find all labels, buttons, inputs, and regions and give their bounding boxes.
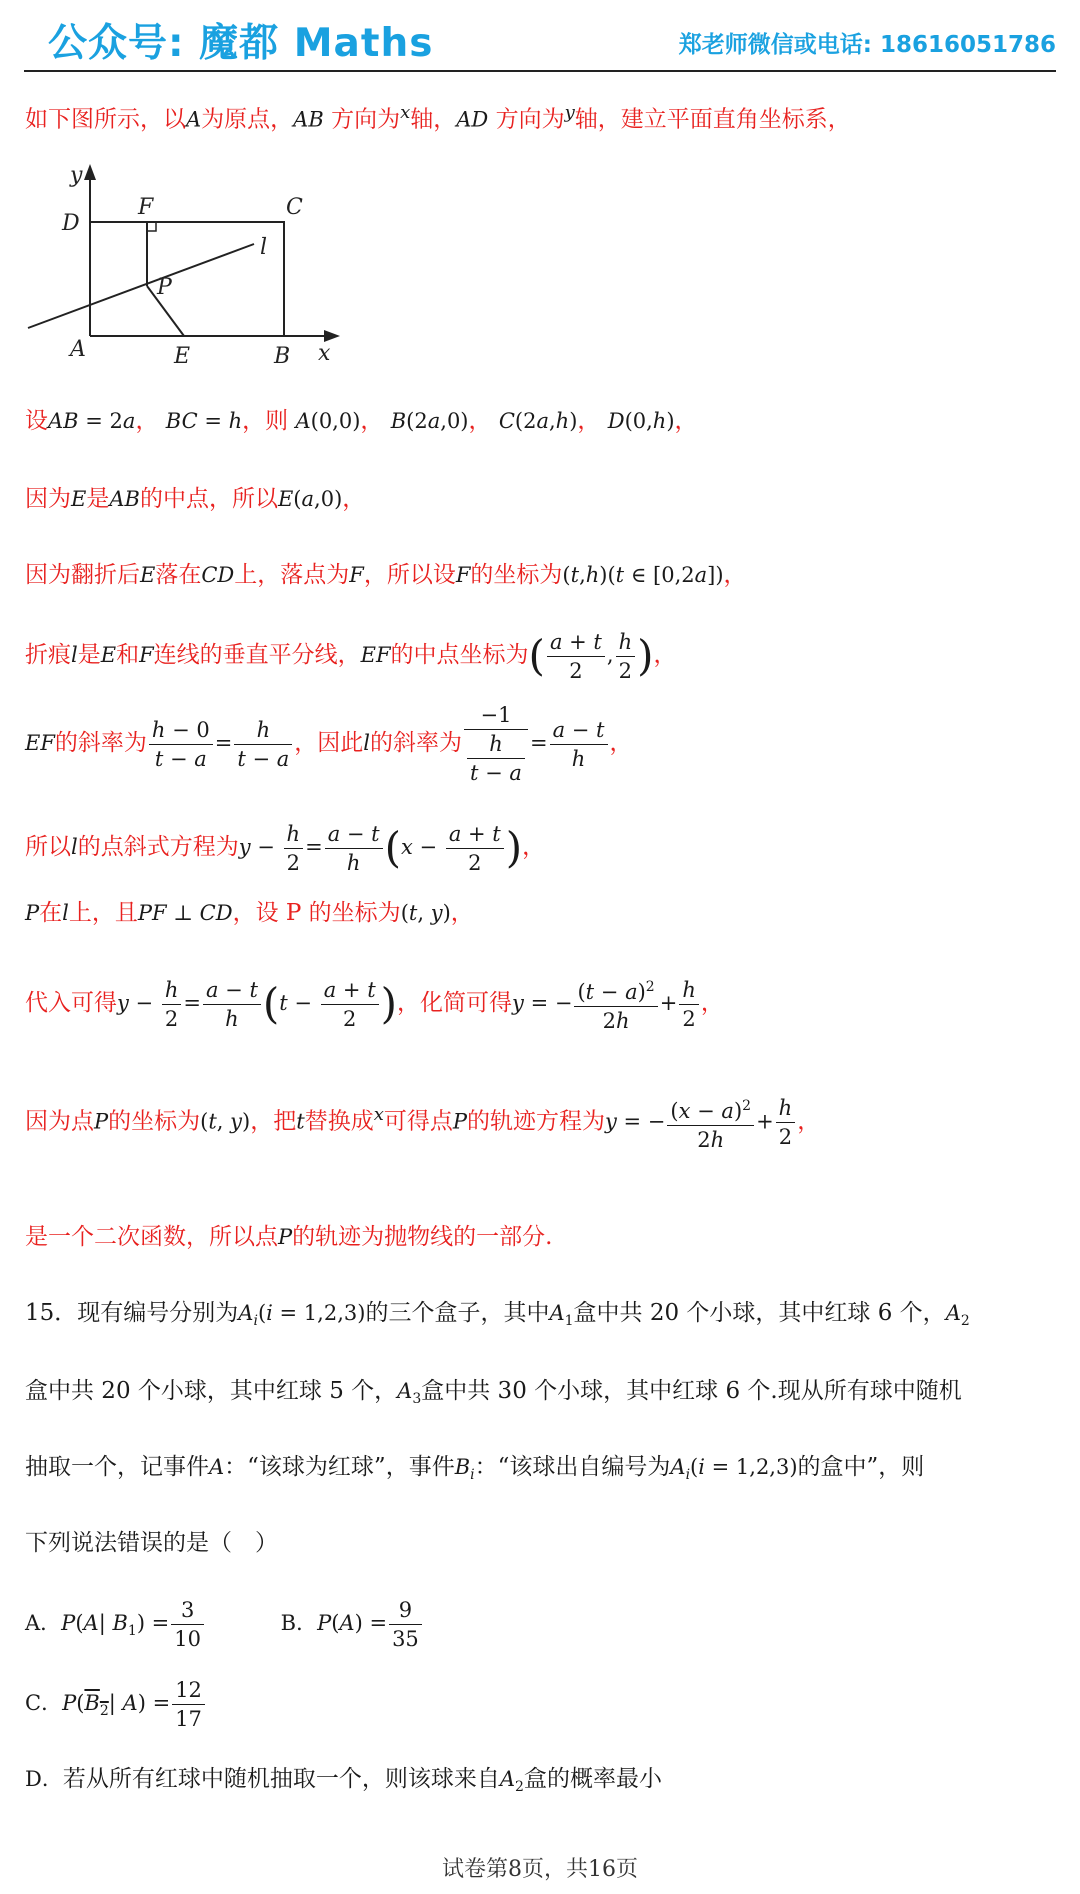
label-y: y — [70, 163, 83, 188]
text: 上，且 — [68, 900, 138, 926]
text: 的三个盒子，其中 — [365, 1300, 550, 1326]
q15-line-4 — [25, 1528, 278, 1558]
fraction: $\frac{h}{2}$ — [616, 628, 636, 685]
text: ，则 — [242, 408, 289, 434]
text: 的点斜式方程为 — [77, 834, 239, 860]
math: a — [301, 487, 315, 511]
fraction: $\frac{12}{17}$ — [172, 1676, 205, 1733]
math: ( — [331, 1611, 340, 1635]
math: h — [555, 409, 570, 433]
crease-line: 折痕l是E和F连线的垂直平分线，EF的中点坐标为( $\frac{a + t}{2}$ , $\frac{h}{2}$ )， — [25, 629, 677, 683]
math: y — [512, 991, 524, 1015]
math: + — [659, 991, 678, 1015]
fraction: $\frac{a + t}{2}$ — [547, 628, 605, 685]
math: x — [373, 1104, 384, 1125]
text: 设 — [25, 408, 48, 434]
text: ，设 P 的坐标为 — [232, 900, 401, 926]
text: 是 — [86, 486, 110, 512]
text: 代入可得 — [25, 990, 117, 1016]
math-AB: AB — [293, 107, 324, 132]
math: ) = — [354, 1611, 388, 1635]
math: CD — [199, 901, 233, 925]
math: $A_i$ — [670, 1455, 691, 1484]
fraction: $\frac{a + t}{2}$ — [321, 976, 379, 1033]
text: 下列说法错误的是（ ） — [25, 1530, 278, 1556]
math: $A_i$ — [238, 1301, 258, 1330]
option-a-label: A． — [25, 1611, 62, 1635]
math: − — [250, 835, 282, 859]
fold-line: 因为翻折后E落在CD上，落点为F，所以设F的坐标为(t,h)(t ∈ [0,2a])， — [25, 562, 747, 588]
text: 可得点 — [383, 1108, 453, 1135]
math: A — [295, 409, 311, 433]
options-ab — [25, 1588, 424, 1666]
math: t — [615, 563, 625, 587]
paren: ) — [380, 979, 398, 1028]
math: ⊥ — [166, 901, 200, 925]
text: 15．现有编号分别为 — [25, 1300, 239, 1326]
math: ]) — [707, 563, 724, 587]
text: 是一个二次函数，所以点 — [25, 1224, 278, 1250]
text: 因为点 — [25, 1108, 94, 1135]
math: P — [61, 1611, 76, 1635]
math: E — [140, 563, 156, 587]
math: ( — [562, 563, 571, 587]
trajectory-line: 因为点P的坐标为(t, y)，把t替换成$^x$可得点P的轨迹方程为y = − $\frac{(x - a)^2}{2h}$ + $\frac{h}{2}$ ， — [25, 1078, 820, 1159]
math: $A_2$ — [945, 1301, 970, 1330]
text: 因为翻折后 — [25, 562, 140, 588]
math: ( — [293, 487, 302, 511]
text: 的坐标为 — [108, 1108, 201, 1135]
math: AB — [109, 487, 140, 511]
option-c[interactable] — [25, 1668, 207, 1746]
math: $A_1$ — [549, 1301, 574, 1330]
math: A — [122, 1691, 138, 1715]
label-l: l — [260, 235, 268, 260]
text: 连线的垂直平分线， — [153, 642, 361, 668]
substitute-line: 代入可得y − $\frac{h}{2}$ = $\frac{a - t}{h}$ (t − $\frac{a + t}{2}$ )，化简可得y = − $\frac{(t - a)^2}{2h}$ + $\frac{h}{2}$ ， — [25, 966, 724, 1041]
fraction: $\frac{h}{t - a}$ — [234, 716, 292, 773]
q15-line-1 — [25, 1298, 970, 1336]
fraction: $\frac{a + t}{2}$ — [446, 820, 504, 877]
option-d[interactable] — [25, 1764, 662, 1802]
fraction: $\frac{a - t}{h}$ — [550, 716, 608, 773]
math: = — [529, 731, 548, 755]
math: $A_2$ — [499, 1767, 524, 1796]
math: a — [694, 563, 708, 587]
math: (2 — [514, 409, 537, 433]
math: l — [363, 731, 371, 755]
text: 的斜率为 — [370, 730, 463, 756]
math: ( — [690, 1455, 699, 1479]
math: C — [498, 409, 515, 433]
fraction: $\frac{h}{2}$ — [776, 1094, 796, 1151]
math-y: y — [564, 102, 575, 123]
math: ) — [666, 409, 675, 433]
label-E: E — [174, 344, 191, 369]
fraction: $\frac{9}{35}$ — [389, 1596, 422, 1653]
label-F: F — [138, 195, 154, 220]
math: P — [278, 1225, 293, 1249]
text: ：“该球出自编号为 — [474, 1454, 671, 1480]
option-a[interactable] — [25, 1597, 213, 1651]
option-c-label: C． — [25, 1691, 63, 1715]
label-x: x — [318, 341, 331, 366]
math: l — [71, 835, 78, 859]
header-contact: 郑老师微信或电话: 18616051786 — [678, 32, 1056, 58]
text: 的中点坐标为 — [390, 642, 529, 668]
math: − — [287, 991, 319, 1015]
math: PF — [137, 901, 167, 925]
math: l — [62, 901, 69, 925]
math: t — [570, 563, 580, 587]
fraction: $\frac{(x - a)^2}{2h}$ — [667, 1092, 754, 1154]
math: ,0) — [314, 487, 343, 511]
text: 抽取一个，记事件 — [25, 1454, 209, 1480]
text: 轴， — [410, 106, 457, 133]
math: | — [108, 1691, 123, 1715]
math: = − — [616, 1109, 666, 1134]
header-title: 公众号: 魔都 Maths — [48, 21, 434, 66]
text: ，所以设 — [363, 562, 456, 588]
math: EF — [25, 731, 55, 755]
math: , — [216, 1109, 231, 1134]
text: 轴，建立平面直角坐标系， — [574, 106, 851, 133]
math: $B_2$ — [84, 1691, 109, 1720]
text: 所以 — [25, 834, 71, 860]
math: P — [62, 1691, 77, 1715]
paren: ( — [262, 979, 280, 1028]
fraction: $\frac{h - 0}{t - a}$ — [149, 716, 213, 773]
math: y — [430, 901, 443, 925]
y-arrow-icon — [84, 164, 96, 180]
math: t — [279, 991, 288, 1015]
math: AB — [48, 409, 79, 433]
coordinate-figure — [22, 160, 342, 370]
q15-line-2 — [25, 1376, 962, 1414]
page-footer: 试卷第8页，共16页 — [442, 1857, 638, 1882]
math: (0,0) — [310, 409, 361, 433]
label-A: A — [70, 337, 86, 362]
math: P — [25, 901, 40, 925]
fraction: $\frac{a - t}{h}$ — [203, 976, 261, 1033]
math: A — [209, 1455, 225, 1479]
text: 盒中共 30 个小球，其中红球 6 个.现从所有球中随机 — [421, 1378, 962, 1404]
fraction: $\frac{(t - a)^2}{2h}$ — [574, 973, 657, 1035]
fraction: $\frac{3}{10}$ — [171, 1596, 204, 1653]
text: ：“该球为红球”，事件 — [224, 1454, 455, 1480]
math: , — [417, 901, 431, 925]
math: ) — [242, 1109, 251, 1134]
set-coords-line: 设AB = 2a， BC = h，则 A(0,0)， B(2a,0)， C(2a,h)， D(0,h)， — [25, 408, 698, 434]
math: a — [427, 409, 441, 433]
label-P: P — [157, 275, 172, 300]
math: A — [83, 1611, 99, 1635]
math: = 2 — [78, 409, 123, 433]
q15-line-3 — [25, 1452, 924, 1490]
math: ( — [200, 1109, 209, 1134]
text: 是 — [77, 642, 101, 668]
math: , — [579, 563, 586, 587]
math: ) = — [137, 1691, 171, 1715]
math: t — [408, 901, 418, 925]
fraction: $\frac{a - t}{h}$ — [325, 820, 383, 877]
math: ∈ [0,2 — [624, 563, 695, 587]
math: CD — [201, 563, 235, 587]
fraction: $\frac{h}{2}$ — [284, 820, 304, 877]
text: 盒的概率最小 — [523, 1766, 662, 1792]
math-x: x — [400, 102, 411, 123]
text: 上，落点为 — [234, 562, 350, 588]
text: 折痕 — [25, 642, 71, 668]
fraction: $\frac{h}{2}$ — [679, 976, 699, 1033]
math: F — [455, 563, 471, 587]
math: a — [122, 409, 136, 433]
text: ，因此 — [294, 730, 364, 756]
math: A — [339, 1611, 355, 1635]
paren: ( — [384, 823, 402, 872]
math: $B_i$ — [454, 1455, 475, 1484]
math: BC — [165, 409, 198, 433]
math: P — [317, 1611, 332, 1635]
math: = 1,2,3) — [272, 1301, 366, 1325]
math: y — [238, 835, 251, 859]
math: i — [698, 1455, 705, 1479]
right-angle-mark — [147, 222, 156, 231]
fraction: $\frac{-1}{\frac{h}{t - a}}$ — [464, 701, 528, 787]
slope-line: EF的斜率为 $\frac{h - 0}{t - a}$ = $\frac{h}{t - a}$ ，因此l的斜率为 $\frac{-1}{\frac{h}{t - a}}$ = $\frac{a - t}{h}$ ， — [25, 703, 633, 785]
math: $A_3$ — [397, 1379, 422, 1408]
intro-line — [25, 98, 851, 135]
math: , — [548, 409, 556, 433]
math: y — [117, 991, 129, 1015]
math: y — [230, 1109, 243, 1134]
math: F — [349, 563, 364, 587]
p-on-l-line: P在l上，且PF ⊥ CD，设 P 的坐标为(t, y)， — [25, 900, 474, 926]
math: E — [100, 643, 117, 667]
text: 如下图所示，以 — [25, 106, 186, 133]
text: 因为 — [25, 486, 71, 512]
text: ，化简可得 — [397, 990, 513, 1016]
line-l — [28, 244, 254, 328]
text: 的轨迹为抛物线的一部分. — [292, 1224, 553, 1250]
math: = — [305, 835, 323, 859]
text: 盒中共 20 个小球，其中红球 5 个， — [25, 1378, 398, 1404]
midpoint-e-line: 因为E是AB的中点，所以E(a,0)， — [25, 486, 366, 512]
math: E — [277, 487, 294, 511]
math: = 1,2,3) — [704, 1455, 798, 1479]
math: h — [652, 409, 667, 433]
math: )( — [599, 563, 616, 587]
point-slope-line: 所以l的点斜式方程为y − $\frac{h}{2}$ = $\frac{a - t}{h}$ (x − $\frac{a + t}{2}$ )， — [25, 821, 546, 875]
text: 盒中共 20 个小球，其中红球 6 个， — [573, 1300, 946, 1326]
math: D — [607, 409, 625, 433]
text: 为原点， — [201, 106, 294, 133]
math-A: A — [186, 107, 202, 132]
math: ) — [569, 409, 578, 433]
math: − — [128, 991, 160, 1015]
text: 的盒中”，则 — [797, 1454, 925, 1480]
math: a — [536, 409, 549, 433]
option-b[interactable] — [280, 1597, 424, 1651]
conclusion-line — [25, 1222, 552, 1252]
math: x — [401, 835, 413, 859]
math: $B_1$ — [112, 1611, 137, 1640]
math: ( — [400, 901, 409, 925]
text: 落在 — [155, 562, 202, 588]
label-C: C — [286, 195, 303, 220]
math: = — [183, 991, 201, 1015]
text: 的中点，所以 — [139, 486, 278, 512]
math: P — [452, 1109, 467, 1134]
math: ) = — [136, 1611, 170, 1635]
math: + — [756, 1109, 774, 1134]
math: − — [412, 835, 444, 859]
math: y — [604, 1109, 617, 1134]
math: E — [71, 487, 87, 511]
math: h — [228, 409, 243, 433]
fraction: $\frac{h}{2}$ — [162, 976, 182, 1033]
option-b-label: B． — [280, 1611, 318, 1635]
math: ( — [257, 1301, 267, 1325]
math: ,0) — [440, 409, 469, 433]
math: EF — [360, 643, 391, 667]
rectangle-edges — [90, 222, 284, 336]
math: , — [606, 643, 614, 667]
text: ，把 — [250, 1108, 297, 1135]
text: 在 — [39, 900, 63, 926]
math: t — [208, 1109, 217, 1134]
option-d-label: D． — [25, 1767, 63, 1791]
math: t — [296, 1109, 305, 1134]
math: P — [94, 1109, 109, 1134]
math-AD: AD — [456, 107, 489, 132]
text: 的轨迹方程为 — [466, 1108, 605, 1135]
text: 若从所有红球中随机抽取一个，则该球来自 — [62, 1766, 500, 1792]
paren: ( — [528, 631, 545, 680]
paren: ) — [637, 631, 654, 680]
paren: ) — [505, 823, 523, 872]
math: = − — [523, 991, 573, 1015]
math: F — [139, 643, 154, 667]
math: | — [98, 1611, 113, 1635]
math: ( — [76, 1691, 85, 1715]
text: 和 — [116, 642, 140, 668]
text: 方向为 — [495, 106, 565, 133]
label-D: D — [62, 211, 80, 236]
math: (2 — [406, 409, 428, 433]
math: = — [214, 731, 233, 755]
text: 替换成 — [304, 1108, 374, 1135]
math: i — [266, 1301, 273, 1325]
label-B: B — [274, 344, 291, 369]
math: ( — [75, 1611, 84, 1635]
text: 方向为 — [331, 106, 401, 133]
math: = — [197, 409, 229, 433]
math: B — [390, 409, 407, 433]
header-divider — [24, 70, 1056, 72]
math: l — [71, 643, 78, 667]
math: ) — [442, 901, 451, 925]
text: 的斜率为 — [54, 730, 147, 756]
math: h — [585, 563, 600, 587]
math: (0, — [624, 409, 653, 433]
text: 的坐标为 — [470, 562, 563, 588]
